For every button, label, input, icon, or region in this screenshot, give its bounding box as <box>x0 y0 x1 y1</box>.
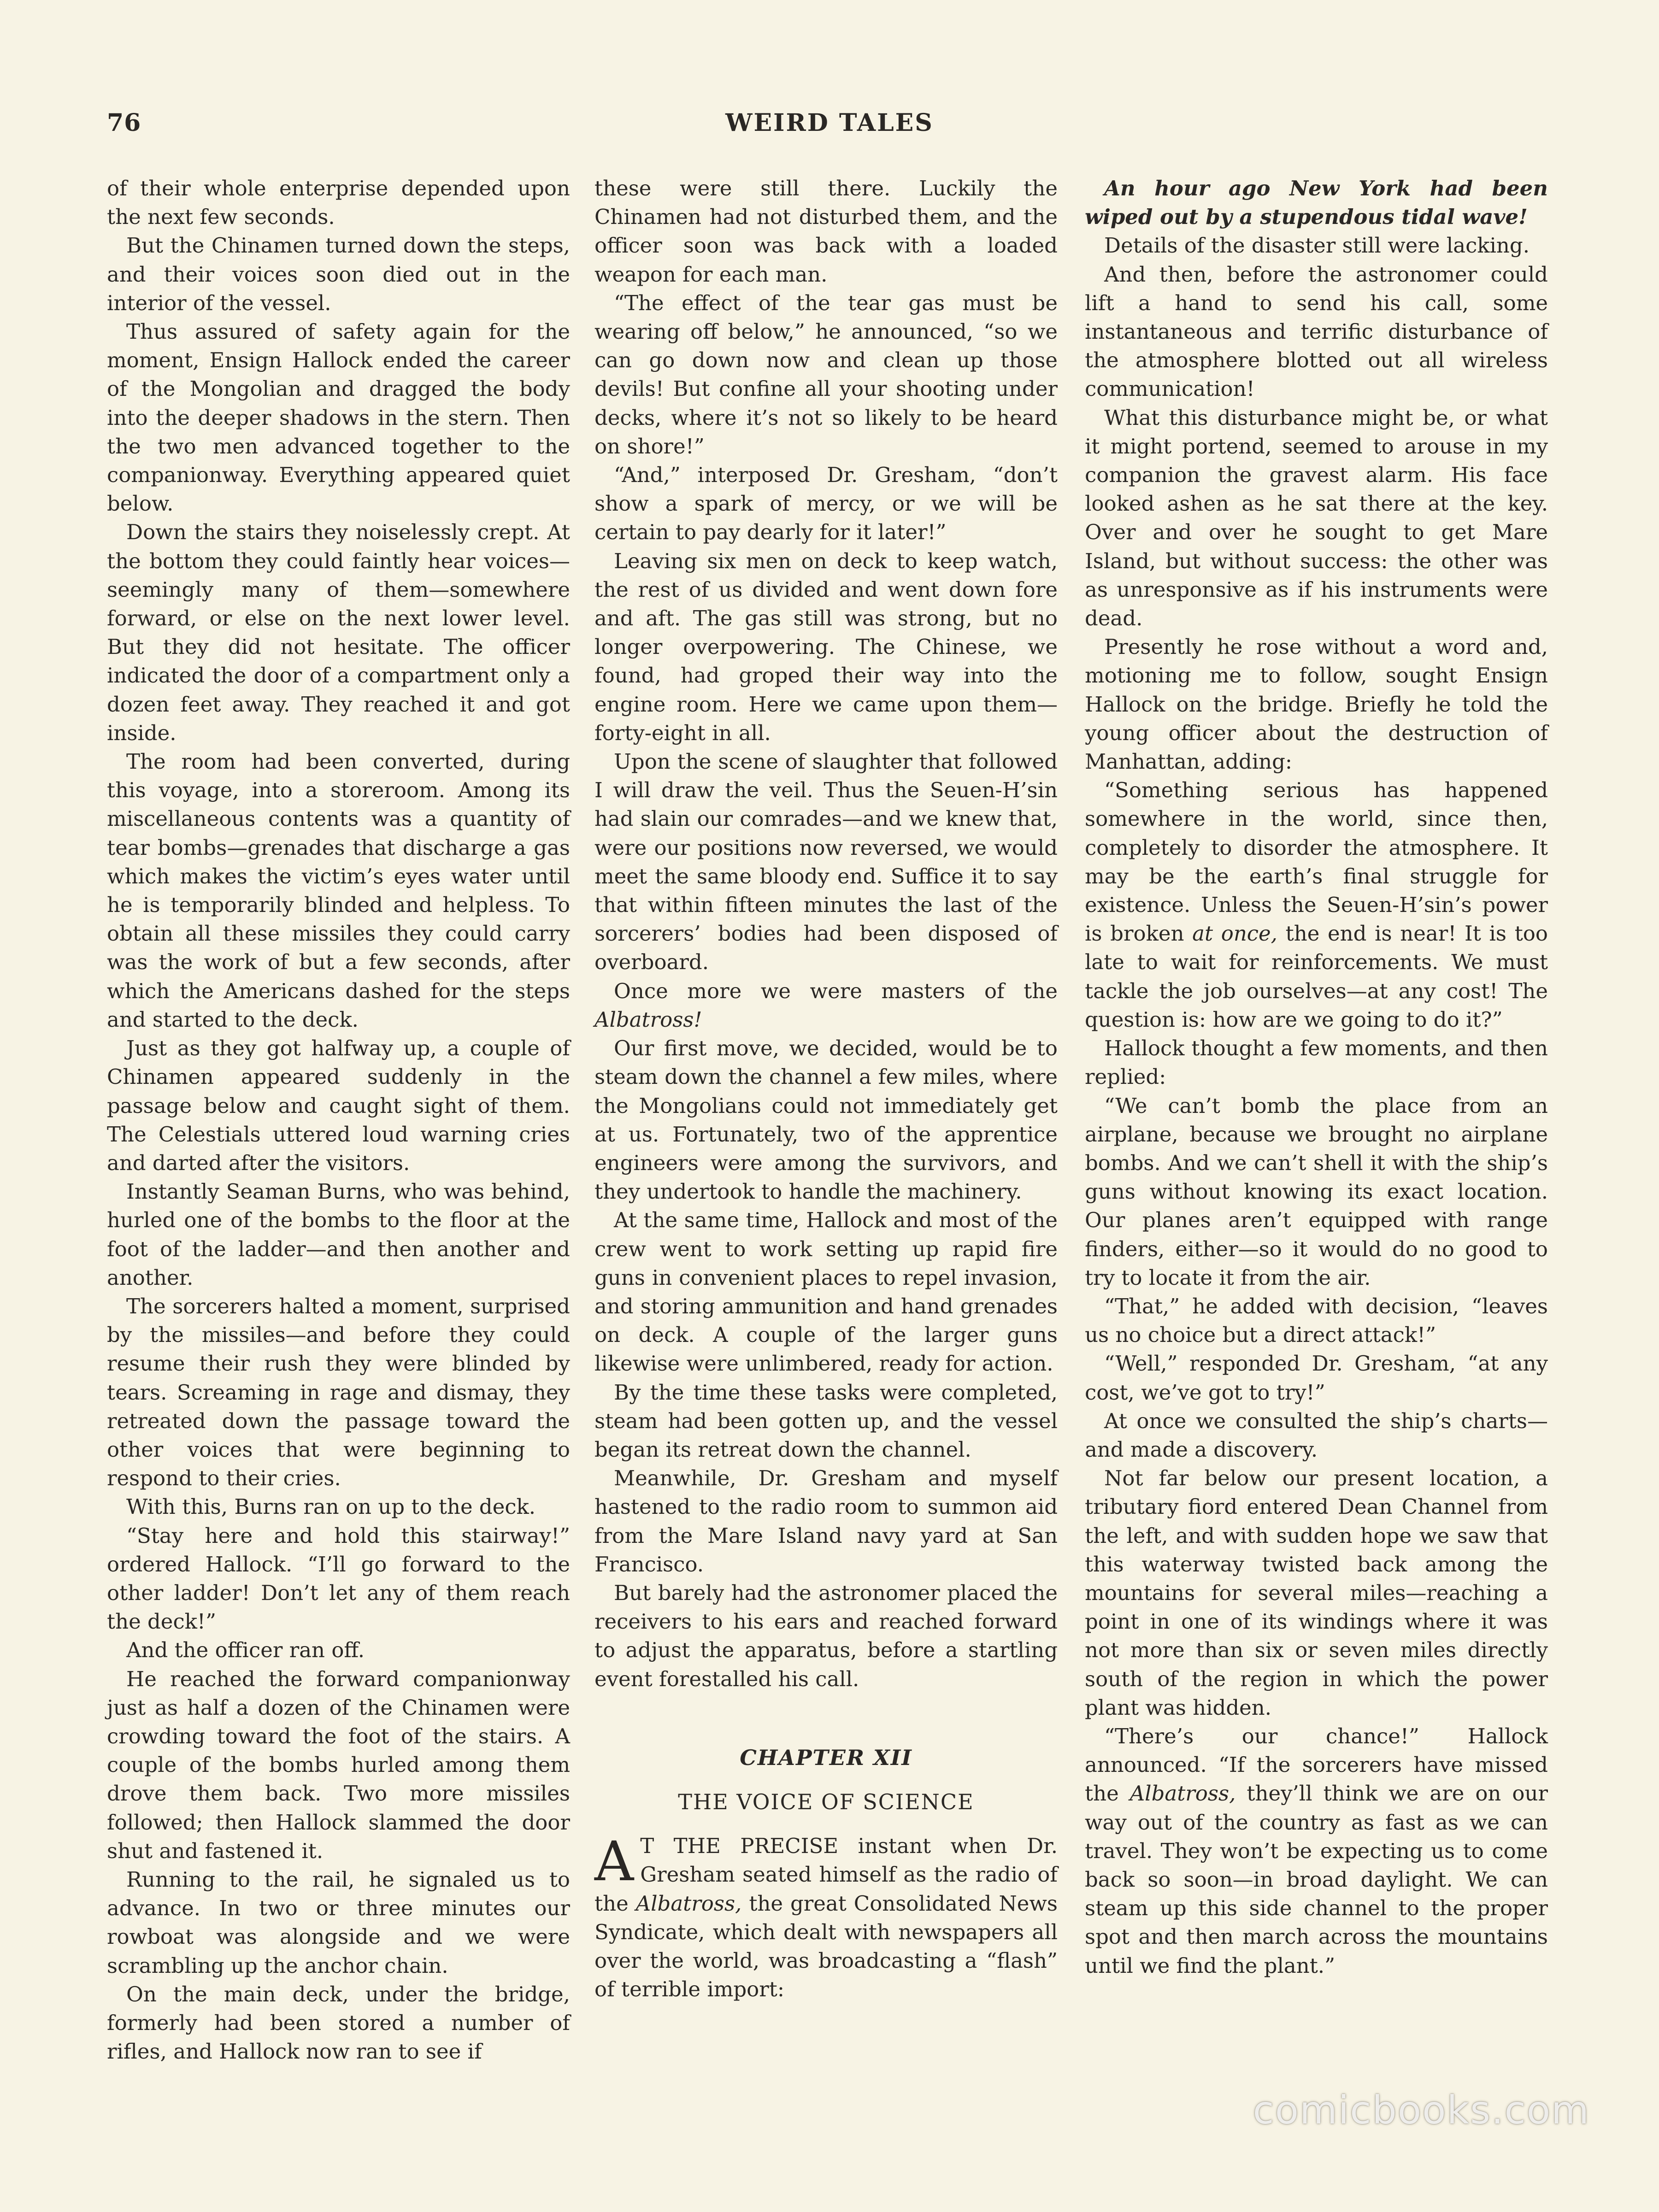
text-run: Running to the rail, he signaled us to advance. In two or three minutes our rowboat was alongside and we were scrambling up the anchor chain. <box>107 1867 570 1978</box>
text-run: The sorcerers halted a moment, surprised by the missiles—and before they could resume their rush they were blinded by tears. Screaming in rage and dismay, they retreated down the passage toward the other voices that were beginning to respond to their cries. <box>107 1294 570 1491</box>
text-column-1 <box>107 174 570 2066</box>
text-run: “There’s our chance!” Hallock announced. “If the sorcerers have missed the <box>1085 1724 1548 1806</box>
text-run: Not far below our present location, a tributary fiord entered Dean Channel from the left, and with sudden hope we saw that this waterway twisted back among the mountains for several miles—reaching a point in one of its windings where it was not more than six or seven miles directly south of the region in which the power plant was hidden. <box>1085 1466 1548 1720</box>
paragraph <box>107 1665 570 1865</box>
paragraph <box>107 1177 570 1292</box>
paragraph <box>107 747 570 1034</box>
paragraph <box>107 174 570 231</box>
text-column-3 <box>1085 174 1548 1980</box>
text-run: Meanwhile, Dr. Gresham and myself hastened to the radio room to summon aid from the Mare Island navy yard at San Francisco. <box>594 1466 1058 1577</box>
paragraph <box>1085 231 1548 260</box>
paragraph <box>594 1034 1058 1206</box>
paragraph <box>594 289 1058 461</box>
paragraph <box>107 1980 570 2066</box>
paragraph <box>1085 1722 1548 1980</box>
paragraph <box>1085 260 1548 404</box>
text-run: “That,” he added with decision, “leaves us no choice but a direct attack!” <box>1085 1294 1548 1347</box>
paragraph <box>107 1292 570 1493</box>
paragraph <box>1085 633 1548 776</box>
text-run: “And,” interposed Dr. Gresham, “don’t show a spark of mercy, or we will be certain to pay dearly for it later!” <box>594 463 1058 545</box>
text-run: these were still there. Luckily the Chinamen had not disturbed them, and the officer soon was back with a loaded weapon for each man. <box>594 176 1058 287</box>
text-run: Upon the scene of slaughter that followed I will draw the veil. Thus the Seuen-H’sin had slain our comrades—and we knew that, were our positions now reversed, we would meet the same bloody end. Suffice it to say that within fifteen minutes the last of the sorcerers’ bodies had been disposed of overboard. <box>594 749 1058 975</box>
paragraph <box>594 1464 1058 1579</box>
text-run: “Something serious has happened somewhere in the world, since then, completely to disorder the atmosphere. It may be the earth’s final struggle for existence. Unless the Seuen-H’sin’s power is broken <box>1085 778 1548 946</box>
paragraph <box>594 547 1058 747</box>
text-run: What this disturbance might be, or what it might portend, seemed to arouse in my companion the gravest alarm. His face looked ashen as he sat there at the key. Over and over he sought to get Mare Island, but without success: the other was as unresponsive as if his instruments were dead. <box>1085 405 1548 631</box>
text-run: At the same time, Hallock and most of the crew went to work setting up rapid fire guns in convenient places to repel invasion, and storing ammunition and hand grenades on deck. A couple of the larger guns likewise were unlimbered, ready for action. <box>594 1208 1058 1376</box>
paragraph <box>107 1493 570 1521</box>
text-run: The room had been converted, during this voyage, into a storeroom. Among its miscellaneous contents was a quantity of tear bombs—grenades that discharge a gas which makes the victim’s eyes water until he is temporarily blinded and helpless. To obtain all these missiles they could carry was the work of but a few seconds, after which the Americans dashed for the steps and started to the deck. <box>107 749 570 1032</box>
italic-text: Albatross, <box>1130 1781 1236 1806</box>
paragraph <box>594 174 1058 289</box>
paragraph <box>107 1522 570 1636</box>
text-run: the great Consolidated News Syndicate, which dealt with newspapers all over the world, was broadcasting a “flash” of terrible import: <box>594 1891 1058 2002</box>
page-number: 76 <box>107 109 141 137</box>
paragraph <box>1085 174 1548 231</box>
text-run: But the Chinamen turned down the steps, and their voices soon died out in the interior of the vessel. <box>107 233 570 315</box>
text-run: Thus assured of safety again for the moment, Ensign Hallock ended the career of the Mongolian and dragged the body into the deeper shadows in the stern. Then the two men advanced together to the companionway. Everything appeared quiet below. <box>107 319 570 516</box>
text-run: But barely had the astronomer placed the receivers to his ears and reached forward to adjust the apparatus, before a startling event forestalled his call. <box>594 1580 1058 1691</box>
italic-text: at once, <box>1192 921 1277 946</box>
text-run: “The effect of the tear gas must be wearing off below,” he announced, “so we can go down now and clean up those devils! But confine all your shooting under decks, where it’s not so likely to be heard on shore!” <box>594 290 1058 459</box>
paragraph <box>1085 1292 1548 1349</box>
text-run: “Well,” responded Dr. Gresham, “at any cost, we’ve got to try!” <box>1085 1351 1548 1405</box>
paragraph <box>1085 1034 1548 1091</box>
watermark: comicbooks.com <box>1253 2088 1590 2133</box>
paragraph <box>107 231 570 318</box>
text-run: An hour ago New York had been wiped out by a stupendous tidal wave! <box>1085 176 1548 229</box>
drop-cap: A <box>594 1830 634 1894</box>
paragraph <box>107 1865 570 1980</box>
text-run: Our first move, we decided, would be to steam down the channel a few miles, where the Mongolians could not immediately get at us. Fortunately, two of the apprentice engineers were among the survivors, and they undertook to handle the machinery. <box>594 1036 1058 1204</box>
paragraph <box>1085 404 1548 633</box>
paragraph <box>594 977 1058 1034</box>
text-run: And the officer ran off. <box>126 1638 365 1663</box>
paragraph <box>594 1378 1058 1465</box>
text-run: On the main deck, under the bridge, formerly had been stored a number of rifles, and Hallock now ran to see if <box>107 1982 570 2064</box>
paragraph <box>1085 1407 1548 1464</box>
paragraph <box>107 1034 570 1177</box>
text-run: Details of the disaster still were lacking. <box>1104 233 1530 258</box>
text-run: At once we consulted the ship’s charts—and made a discovery. <box>1085 1408 1548 1462</box>
text-run: Instantly Seaman Burns, who was behind, hurled one of the bombs to the floor at the foot of the ladder—and then another and another. <box>107 1179 570 1290</box>
text-run: With this, Burns ran on up to the deck. <box>126 1494 536 1519</box>
text-run: Leaving six men on deck to keep watch, the rest of us divided and went down fore and aft. The gas still was strong, but no longer overpowering. The Chinese, we found, had groped their way into the engine room. Here we came upon them—forty-eight in all. <box>594 548 1058 745</box>
text-run: Presently he rose without a word and, motioning me to follow, sought Ensign Hallock on the bridge. Briefly he told the young officer about the destruction of Manhattan, adding: <box>1085 635 1548 774</box>
text-run: they’ll think we are on our way out of the country as fast as we can travel. They won’t be expecting us to come back so soon—in broad daylight. We can steam up this side channel to the proper spot and then march across the mountains until we find the plant.” <box>1085 1781 1548 1978</box>
chapter-opening-paragraph <box>594 1832 1058 2004</box>
text-run: “We can’t bomb the place from an airplane, because we brought no airplane bombs. And we can’t shell it with the ship’s guns without knowing its exact location. Our planes aren’t equipped with range finders, either—so it would do no good to try to locate it from the air. <box>1085 1093 1548 1290</box>
paragraph <box>594 747 1058 977</box>
text-run: “Stay here and hold this stairway!” ordered Hallock. “I’ll go forward to the other ladder! Don’t let any of them reach the deck!” <box>107 1523 570 1634</box>
text-run: And then, before the astronomer could lift a hand to send his call, some instantaneous and terrific disturbance of the atmosphere blotted out all wireless communication! <box>1085 262 1548 401</box>
text-run: Just as they got halfway up, a couple of Chinamen appeared suddenly in the passage below and caught sight of them. The Celestials uttered loud warning cries and darted after the visitors. <box>107 1036 570 1175</box>
paragraph <box>107 1636 570 1665</box>
paragraph <box>1085 776 1548 1034</box>
chapter-number: CHAPTER XII <box>740 1745 912 1770</box>
text-run: Down the stairs they noiselessly crept. At the bottom they could faintly hear voices—seemingly many of them—somewhere forward, or else on the next lower level. But they did not hesitate. The officer indicated the door of a compartment only a dozen feet away. They reached it and got inside. <box>107 520 570 745</box>
text-run: By the time these tasks were completed, steam had been gotten up, and the vessel began its retreat down the channel. <box>594 1380 1058 1462</box>
magazine-title: WEIRD TALES <box>725 109 934 137</box>
paragraph <box>1085 1349 1548 1406</box>
text-run: the end is near! It is too late to wait for reinforcements. We must tackle the job ourselves—at any cost! The question is: how are we going to do it?” <box>1085 921 1548 1032</box>
paragraph <box>594 1206 1058 1378</box>
paragraph <box>107 518 570 747</box>
text-run: Once more we were masters of the <box>614 978 1058 1003</box>
paragraph <box>594 461 1058 547</box>
chapter-title: THE VOICE OF SCIENCE <box>678 1789 974 1814</box>
text-run: of their whole enterprise depended upon the next few seconds. <box>107 176 570 229</box>
text-run: T THE PRECISE instant when Dr. Gresham seated himself as the radio of the <box>594 1834 1058 1916</box>
italic-text: Albatross, <box>635 1891 742 1916</box>
paragraph <box>1085 1464 1548 1722</box>
text-run: He reached the forward companionway just as half a dozen of the Chinamen were crowding toward the foot of the stairs. A couple of the bombs hurled among them drove them back. Two more missiles followed; then Hallock slammed the door shut and fastened it. <box>107 1666 570 1863</box>
paragraph <box>1085 1092 1548 1292</box>
text-run: Hallock thought a few moments, and then replied: <box>1085 1036 1548 1089</box>
paragraph <box>107 318 570 518</box>
text-column-2 <box>594 174 1058 2004</box>
paragraph <box>594 1579 1058 1694</box>
italic-text: Albatross! <box>594 1007 702 1032</box>
